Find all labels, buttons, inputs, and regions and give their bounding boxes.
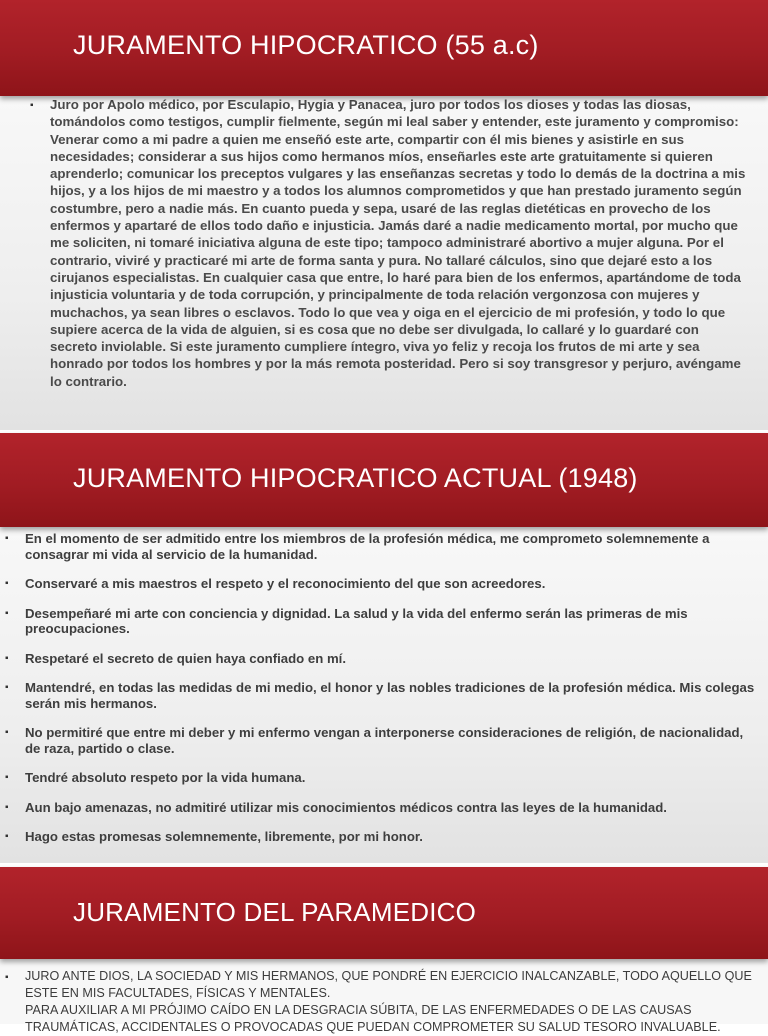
slide-body: [0, 527, 768, 863]
bullet-icon: ▪: [5, 578, 9, 589]
list-item-text: No permitiré que entre mi deber y mi enfermo vengan a interponerse consideraciones de religión, de nacionalidad, de raza, partido o clase.: [25, 725, 744, 756]
list-item-text: En el momento de ser admitido entre los miembros de la profesión médica, me comprometo solemnemente a consagrar mi vida al servicio de la humanidad.: [25, 531, 710, 562]
bullet-icon: ▪: [5, 972, 9, 983]
list-item-text: Tendré absoluto respeto por la vida humana.: [25, 770, 306, 785]
slide-title: JURAMENTO DEL PARAMEDICO: [73, 897, 477, 927]
slide-body: [0, 959, 768, 1034]
slide-header: [0, 0, 768, 96]
list-item: [26, 96, 746, 390]
list-item-text: Respetaré el secreto de quien haya confiado en mí.: [25, 650, 347, 666]
slide-body: [0, 96, 768, 430]
bullet-icon: ▪: [5, 727, 9, 738]
list-item-text: Aun bajo amenazas, no admitiré utilizar mis conocimientos médicos contra las leyes de la humanidad.: [25, 799, 667, 815]
bullet-list: [1, 968, 761, 1036]
slide-paramedico: [0, 867, 768, 1034]
slide-header: [0, 867, 768, 959]
bullet-icon: ▪: [5, 772, 9, 783]
list-item: [1, 680, 756, 711]
slide-title: JURAMENTO HIPOCRATICO (55 a.c): [73, 30, 539, 60]
list-item-text: Desempeñaré mi arte con conciencia y dignidad. La salud y la vida del enfermo serán las primeras de mis preocupaciones.: [25, 605, 688, 636]
bullet-icon: ▪: [5, 801, 9, 813]
list-item-text: Conservaré a mis maestros el respeto y el reconocimiento del que son acreedores.: [25, 576, 546, 591]
bullet-icon: ▪: [5, 831, 9, 842]
list-item: [1, 725, 756, 756]
list-item-text: JURO ANTE DIOS, LA SOCIEDAD Y MIS HERMANOS, QUE PONDRÉ EN EJERCICIO INALCANZABLE, TODO AQUELLO QUE ESTE EN MIS FACULTADES, FÍSICAS Y MENTALES.: [25, 969, 752, 1000]
list-item: [1, 531, 756, 562]
slide-hipocratico-actual: [0, 433, 768, 863]
bullet-list: [1, 531, 756, 859]
list-item: [1, 829, 756, 845]
list-item: [1, 606, 756, 637]
list-item: [1, 576, 756, 592]
list-item: [1, 770, 756, 786]
slide-header: [0, 433, 768, 527]
list-item-text: PARA AUXILIAR A MI PRÓJIMO CAÍDO EN LA DESGRACIA SÚBITA, DE LAS ENFERMEDADES O DE LAS CAUSAS TRAUMÁTICAS, ACCIDENTALES O PROVOCADAS QUE PUEDAN COMPROMETER SU SALUD TESORO INVALUABLE.: [25, 1003, 721, 1034]
slide-title: JURAMENTO HIPOCRATICO ACTUAL (1948): [73, 463, 638, 493]
list-item-text: Hago estas promesas solemnemente, libremente, por mi honor.: [25, 829, 423, 844]
list-item-text: Juro por Apolo médico, por Esculapio, Hygia y Panacea, juro por todos los dioses y todas las diosas, tomándolos como testigos, cumplir fielmente, según mi leal saber y entender, este juramento y compromiso: Venerar como a mi padre a quien me enseñó este arte, compartir con él mis bienes y asistirle en sus necesidades; considerar a sus hijos como hermanos míos, enseñarles este arte gratuitamente si quieren aprenderlo; comunicar los preceptos vulgares y las enseñanzas secretas y todo lo demás de la doctrina a mis hijos, y a los hijos de mi maestro y a todos los alumnos comprometidos y que han prestado juramento según costumbre, pero a nadie más. En cuanto pueda y sepa, usaré de las reglas dietéticas en provecho de los enfermos y apartaré de ellos todo daño e injusticia. Jamás daré a nadie medicamento mortal, por mucho que me soliciten, ni tomaré iniciativa alguna de este tipo; tampoco administraré abortivo a mujer alguna. Por el contrario, viviré y practicaré mi arte de forma santa y pura. No tallaré cálculos, sino que dejaré esto a los cirujanos especialistas. En cualquier casa que entre, lo haré para bien de los enfermos, apartándome de toda injusticia voluntaria y de toda corrupción, y principalmente de toda relación vergonzosa con mujeres y muchachos, ya sean libres o esclavos. Todo lo que vea y oiga en el ejercicio de mi profesión, y todo lo que supiere acerca de la vida de alguien, si es cosa que no debe ser divulgada, lo callaré y lo guardaré con secreto inviolable. Si este juramento cumpliere íntegro, viva yo feliz y recoja los frutos de mi arte y sea honrado por todos los hombres y por la más remota posteridad. Pero si soy transgresor y perjuro, avéngame lo contrario.: [50, 97, 746, 389]
list-item: [1, 800, 756, 816]
bullet-list: [26, 96, 746, 390]
bullet-icon: ▪: [30, 100, 34, 111]
slide-hipocratico-55ac: [0, 0, 768, 430]
list-item-text: Mantendré, en todas las medidas de mi medio, el honor y las nobles tradiciones de la profesión médica. Mis colegas serán mis hermanos.: [25, 680, 755, 711]
list-item: [1, 651, 756, 667]
bullet-icon: ▪: [5, 607, 9, 619]
bullet-icon: ▪: [5, 533, 9, 544]
bullet-icon: ▪: [5, 652, 9, 664]
list-item: [1, 968, 761, 1036]
bullet-icon: ▪: [5, 682, 9, 693]
